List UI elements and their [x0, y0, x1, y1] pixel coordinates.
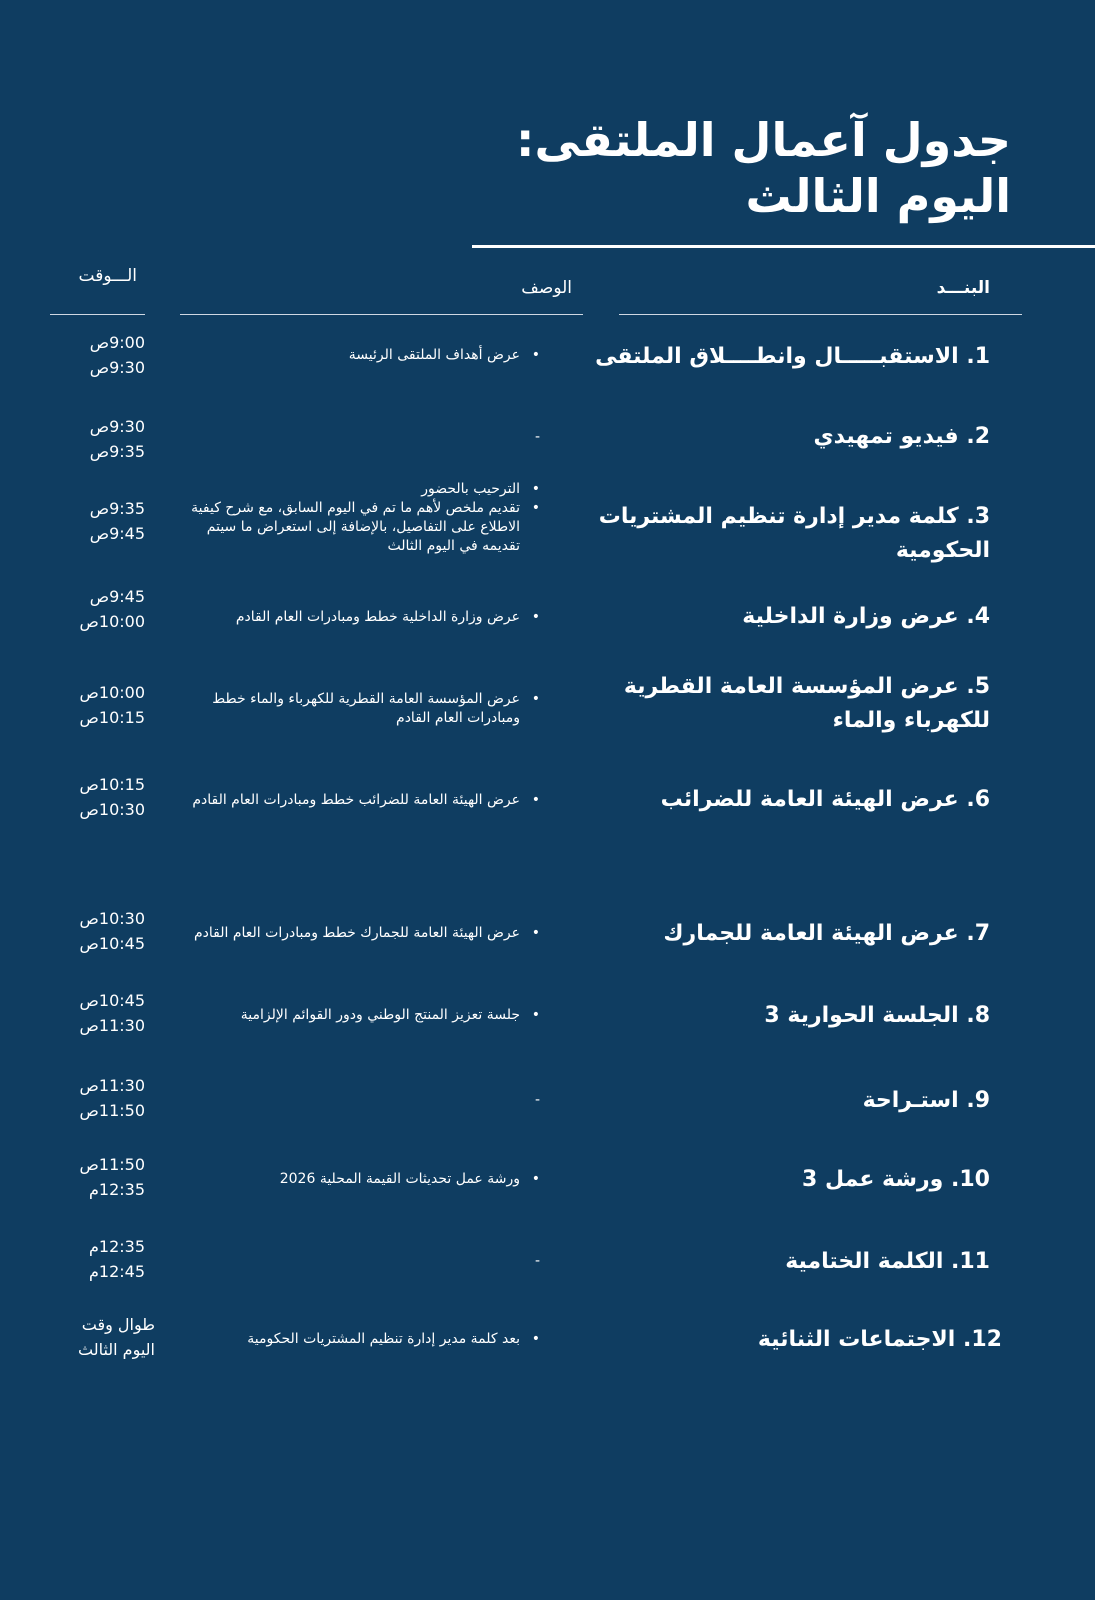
time-end: 10:45ص	[79, 934, 145, 953]
agenda-item-title: 1. الاستقبـــــال وانطــــلاق الملتقى	[595, 344, 990, 369]
agenda-item-time	[55, 906, 145, 956]
agenda-item-title: 5. عرض المؤسسة العامة القطرية للكهرباء والماء	[623, 674, 990, 733]
agenda-item-description	[170, 428, 540, 447]
agenda-item-description	[170, 346, 540, 365]
header-underline-item	[619, 314, 1022, 315]
column-header-description: الوصف	[521, 278, 572, 298]
agenda-item-time	[55, 414, 145, 464]
description-point: • جلسة تعزيز المنتج الوطني ودور القوائم الإلزامية	[170, 1006, 540, 1025]
column-header-item: البنـــد	[936, 278, 990, 298]
agenda-item-title: 7. عرض الهيئة العامة للجمارك	[663, 921, 990, 946]
description-point: • تقديم ملخص لأهم ما تم في اليوم السابق، مع شرح كيفية الاطلاع على التفاصيل، بالإضافة إلى استعراض ما سيتم تقديمه في اليوم الثالث	[170, 499, 540, 556]
agenda-item-time	[55, 1312, 155, 1362]
agenda-item-title: 11. الكلمة الختامية	[785, 1249, 990, 1274]
agenda-item-title: 12. الاجتماعات الثنائية	[757, 1327, 1002, 1352]
description-point: • عرض المؤسسة العامة القطرية للكهرباء والماء خطط ومبادرات العام القادم	[170, 690, 540, 728]
description-point: • عرض وزارة الداخلية خطط ومبادرات العام القادم	[170, 608, 540, 627]
time-start: 10:15ص	[79, 775, 145, 794]
column-header-time: الـــوقت	[78, 266, 137, 286]
agenda-item-time	[55, 496, 145, 546]
agenda-item-time	[55, 330, 145, 380]
time-end: 9:35ص	[89, 442, 145, 461]
description-point: • ورشة عمل تحديثات القيمة المحلية 2026	[170, 1170, 540, 1189]
time-start: 9:45ص	[89, 587, 145, 606]
time-start: 9:30ص	[89, 417, 145, 436]
time-start: طوال وقت	[81, 1315, 155, 1334]
agenda-item-description	[170, 690, 540, 728]
agenda-item-time	[55, 988, 145, 1038]
description-point: • عرض أهداف الملتقى الرئيسة	[170, 346, 540, 365]
description-point: -	[534, 429, 540, 445]
time-end: 10:30ص	[79, 800, 145, 819]
agenda-item-description	[170, 1091, 540, 1110]
time-end: 9:30ص	[89, 358, 145, 377]
agenda-item-description	[170, 608, 540, 627]
time-end: 9:45ص	[89, 524, 145, 543]
description-point: -	[534, 1092, 540, 1108]
time-end: 11:50ص	[79, 1101, 145, 1120]
time-start: 9:35ص	[89, 499, 145, 518]
description-point: • عرض الهيئة العامة للضرائب خطط ومبادرات العام القادم	[170, 791, 540, 810]
agenda-item-title: 4. عرض وزارة الداخلية	[742, 604, 990, 629]
agenda-item-description	[170, 1252, 540, 1271]
agenda-item-title: 6. عرض الهيئة العامة للضرائب	[660, 787, 990, 812]
time-end: 10:15ص	[79, 708, 145, 727]
agenda-item-description	[170, 1006, 540, 1025]
time-start: 10:45ص	[79, 991, 145, 1010]
agenda-item-description	[170, 924, 540, 943]
agenda-item-time	[55, 1152, 145, 1202]
agenda-item-description	[170, 480, 540, 556]
description-point: • الترحيب بالحضور	[170, 480, 540, 499]
agenda-item-title: 10. ورشة عمل 3	[801, 1167, 990, 1192]
time-end: 10:00ص	[79, 612, 145, 631]
description-point: • بعد كلمة مدير إدارة تنظيم المشتريات الحكومية	[170, 1330, 540, 1349]
page-title: جدول آعمال الملتقى: اليوم الثالث	[516, 113, 1011, 223]
agenda-item-time	[55, 1234, 145, 1284]
agenda-item-title: 8. الجلسة الحوارية 3	[764, 1003, 990, 1028]
time-start: 11:30ص	[79, 1076, 145, 1095]
agenda-item-time	[55, 680, 145, 730]
header-underline-description	[180, 314, 583, 315]
time-end: اليوم الثالث	[77, 1340, 155, 1359]
agenda-item-description	[170, 1330, 540, 1349]
time-end: 11:30ص	[79, 1016, 145, 1035]
title-divider	[472, 245, 1095, 248]
time-start: 12:35م	[88, 1237, 145, 1256]
time-start: 10:30ص	[79, 909, 145, 928]
agenda-item-time	[55, 1073, 145, 1123]
time-end: 12:45م	[88, 1262, 145, 1281]
agenda-item-title: 2. فيديو تمهيدي	[813, 424, 990, 449]
header-underline-time	[50, 314, 145, 315]
description-point: • عرض الهيئة العامة للجمارك خطط ومبادرات العام القادم	[170, 924, 540, 943]
time-start: 11:50ص	[79, 1155, 145, 1174]
agenda-item-description	[170, 1170, 540, 1189]
agenda-item-title: 9. استـراحة	[862, 1088, 990, 1113]
time-end: 12:35م	[88, 1180, 145, 1199]
agenda-item-description	[170, 791, 540, 810]
agenda-item-time	[55, 584, 145, 634]
description-point: -	[534, 1253, 540, 1269]
time-start: 9:00ص	[89, 333, 145, 352]
time-start: 10:00ص	[79, 683, 145, 702]
agenda-item-time	[55, 772, 145, 822]
agenda-item-title: 3. كلمة مدير إدارة تنظيم المشتريات الحكومية	[598, 504, 990, 563]
